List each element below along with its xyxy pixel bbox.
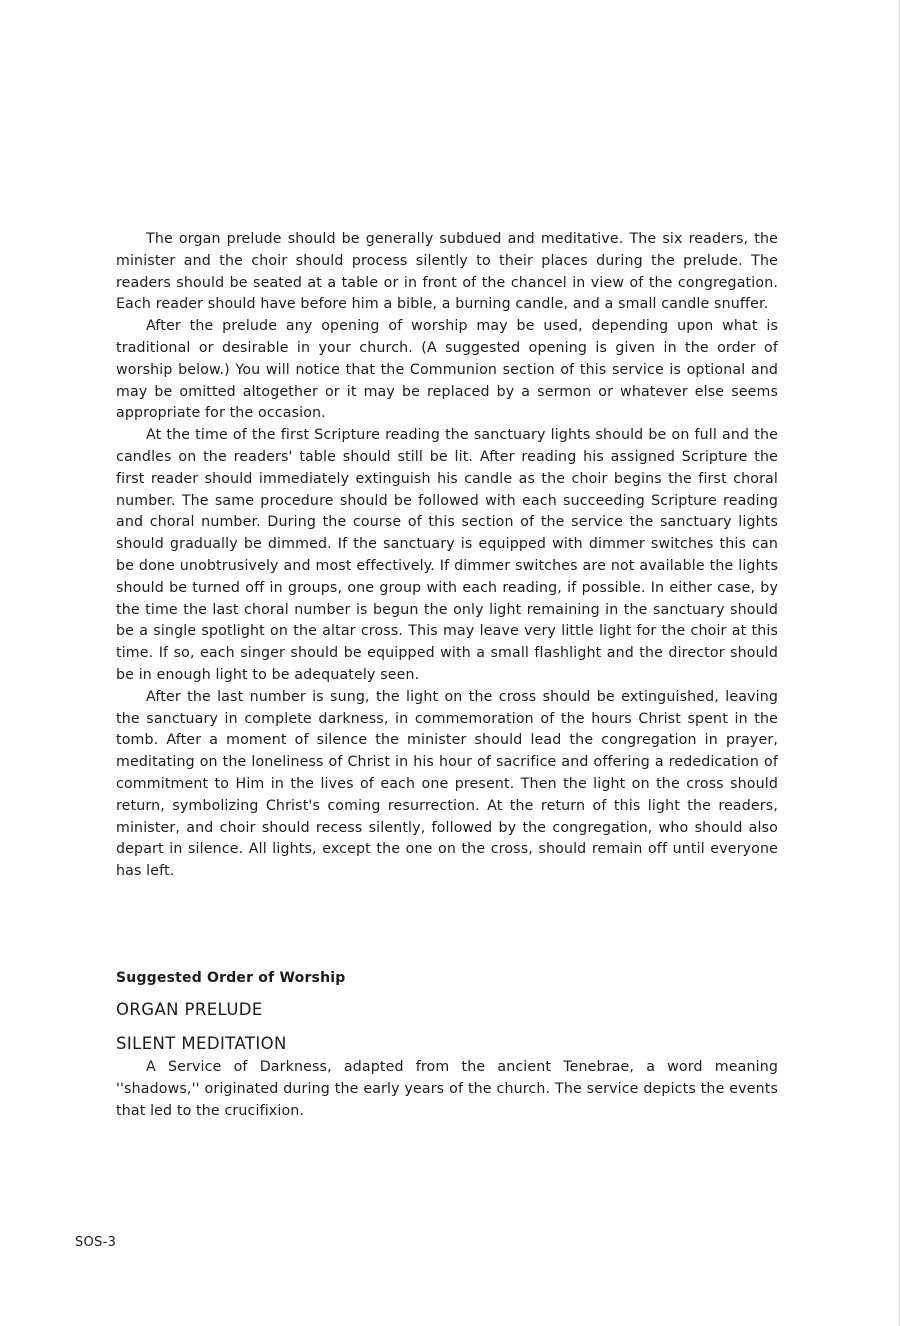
paragraph-organ-prelude: The organ prelude should be generally subdued and meditative. The six readers, the minister and the choir should process silently to their places during the prelude. The readers should be seated at a table or in front of the chancel in view of the congregation. Each reader should have before him a bible, a burning candle, and a small candle snuffer. bbox=[116, 231, 778, 313]
paragraph-scripture-reading: At the time of the first Scripture reading the sanctuary lights should be on full and the candles on the readers' table should still be lit. After reading his assigned Scripture the first reader should immediately extinguish his candle as the choir begins the first choral number. The same procedure should be followed with each succeeding Scripture reading and choral number. During the course of this section of the service the sanctuary lights should gradually be dimmed. If the sanctuary is equipped with dimmer switches this can be done unobtrusively and most effectively. If dimmer switches are not available the lights should be turned off in groups, one group with each reading, if possible. In either case, by the time the last choral number is begun the only light remaining in the sanctuary should be a single spotlight on the altar cross. This may leave very little light for the choir at this time. If so, each singer should be equipped with a small flashlight and the director should be in enough light to be adequately seen. bbox=[116, 427, 778, 683]
silent-meditation-heading: SILENT MEDITATION bbox=[116, 1034, 287, 1053]
organ-prelude-heading: ORGAN PRELUDE bbox=[116, 1000, 263, 1019]
paragraph-opening-of-worship: After the prelude any opening of worship may be used, depending upon what is traditional or desirable in your church. (A suggested opening is given in the order of worship below.) You will notice that the Communion section of this service is optional and may be omitted altogether or it may be replaced by a sermon or whatever else seems appropriate for the occasion. bbox=[116, 318, 778, 422]
silent-meditation-text: A Service of Darkness, adapted from the ancient Tenebrae, a word meaning ''shadows,'' originated during the early years of the church. The service depicts the events that led to the crucifixion. bbox=[116, 1059, 778, 1119]
order-of-worship-heading: Suggested Order of Worship bbox=[116, 970, 346, 986]
page-number: SOS-3 bbox=[75, 1235, 117, 1250]
instructions-text bbox=[116, 229, 778, 883]
paragraph-darkness-and-recess: After the last number is sung, the light on the cross should be extinguished, leaving the sanctuary in complete darkness, in commemoration of the hours Christ spent in the tomb. After a moment of silence the minister should lead the congregation in prayer, meditating on the loneliness of Christ in his hour of sacrifice and offering a rededication of commitment to Him in the lives of each one present. Then the light on the cross should return, symbolizing Christ's coming resurrection. At the return of this light the readers, minister, and choir should recess silently, followed by the congregation, who should also depart in silence. All lights, except the one on the cross, should remain off until everyone has left. bbox=[116, 688, 778, 880]
